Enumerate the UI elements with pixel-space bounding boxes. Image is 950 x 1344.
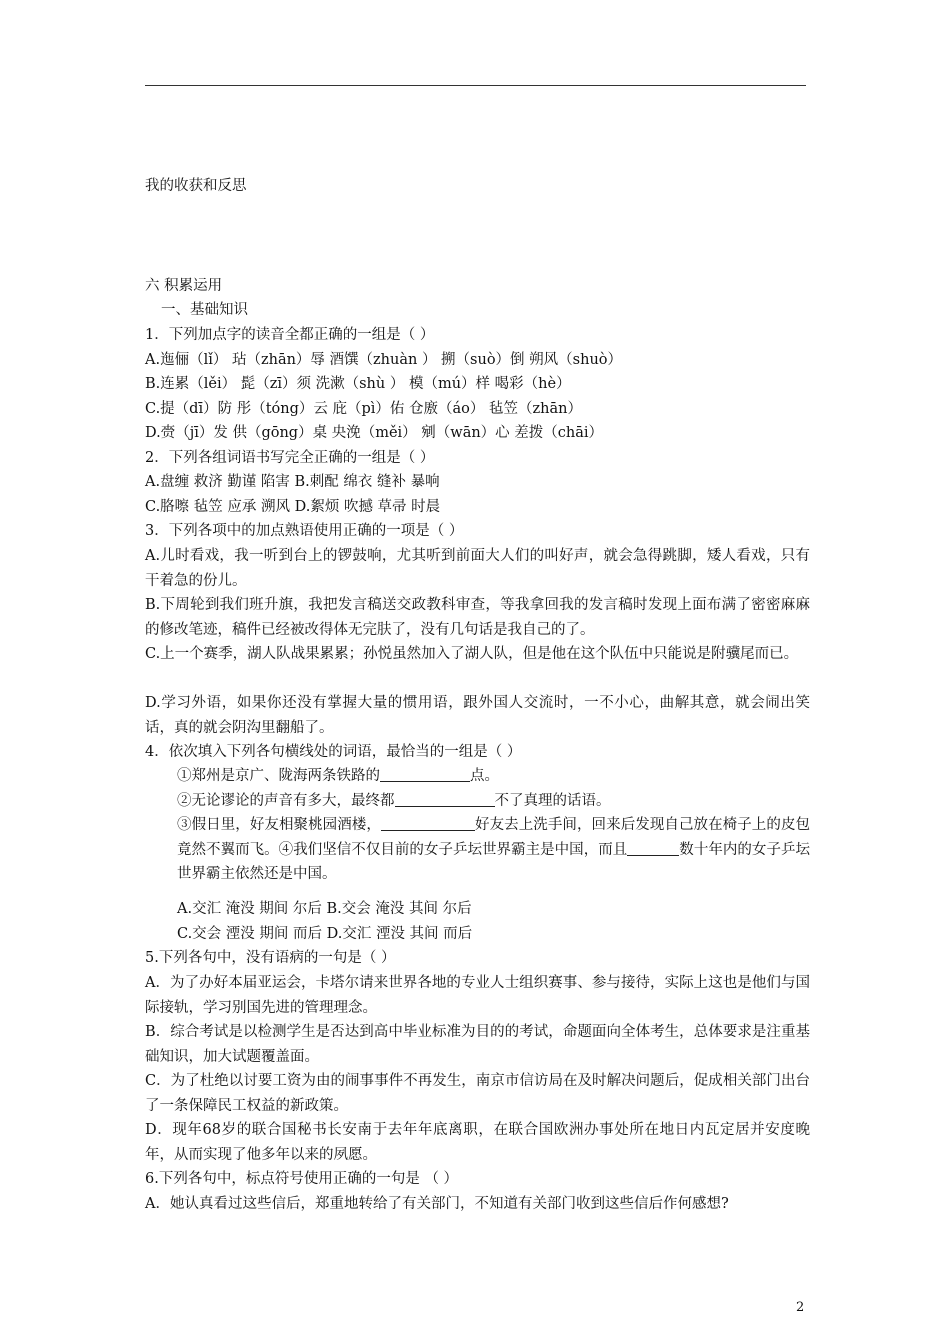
q4-s2-tail: 不了真理的话语。 <box>494 793 611 809</box>
q4-s3-mid: 好友去上洗手间，回来后发现自己放在椅子上的皮包竟然不翼而飞。④我们坚信不仅目前的女子乒坛世界霸主是中国，而且 <box>177 817 811 858</box>
q5-option-c: C．为了杜绝以讨要工资为由的闹事事件不再发生，南京市信访局在及时解决问题后，促成相关部门出台了一条保障民工权益的新政策。 <box>145 1073 810 1114</box>
q5-option-a: A．为了办好本届亚运会，卡塔尔请来世界各地的专业人士组织赛事、参与接待，实际上这也是他们与国际接轨，学习别国先进的管理理念。 <box>145 975 810 1016</box>
q4-sentence-3 <box>145 813 810 887</box>
q6-option-a: A．她认真看过这些信后，郑重地转给了有关部门，不知道有关部门收到这些信后作何感想? <box>145 1196 729 1212</box>
q1-stem: 1．下列加点字的读音全都正确的一组是（ ） <box>145 327 435 343</box>
q3-option-d: D.学习外语，如果你还没有掌握大量的惯用语，跟外国人交流时，一不小心，曲解其意，就会闹出笑话，真的就会阴沟里翻船了。 <box>145 695 810 736</box>
q4-stem: 4．依次填入下列各句横线处的词语，最恰当的一组是（ ） <box>145 744 522 760</box>
q4-blank-1 <box>380 767 470 782</box>
q3-option-b: B.下周轮到我们班升旗，我把发言稿送交政教科审查，等我拿回我的发言稿时发现上面布满了密密麻麻的修改笔迹，稿件已经被改得体无完肤了，没有几句话是我自己的了。 <box>145 597 810 638</box>
q4-blank-4 <box>627 841 679 856</box>
q4-sentence-2 <box>145 789 842 814</box>
q3-stem: 3．下列各项中的加点熟语使用正确的一项是（ ） <box>145 523 464 539</box>
q1-option-c: C.提（dī）防 彤（tóng）云 庇（pì）佑 仓廒（áo） 毡笠（zhān） <box>145 401 582 417</box>
q4-options-cd: C.交会 湮没 期间 而后 D.交汇 湮没 其间 而后 <box>177 926 473 942</box>
q4-s1-tail: 点。 <box>470 768 499 784</box>
reflection-heading: 我的收获和反思 <box>145 178 247 194</box>
q5-stem: 5.下列各句中，没有语病的一句是（ ） <box>145 950 396 966</box>
q1-option-b: B.连累（lěi） 髭（zī）须 洗漱（shù ） 模（mú）样 喝彩（hè） <box>145 376 571 392</box>
q2-options-cd: C.胳嚓 毡笠 应承 溯风 D.絮烦 吹撼 草帚 时晨 <box>145 499 441 515</box>
q5-option-b: B．综合考试是以检测学生是否达到高中毕业标准为目的的考试，命题面向全体考生，总体要求是注重基础知识，加大试题覆盖面。 <box>145 1024 810 1065</box>
section-title: 六 积累运用 <box>145 278 223 294</box>
subsection-title: 一、基础知识 <box>161 302 248 318</box>
q6-stem: 6.下列各句中，标点符号使用正确的一句是 （ ） <box>145 1171 459 1187</box>
q5-option-d: D．现年68岁的联合国秘书长安南于去年年底离职，在联合国欧洲办事处所在地日内瓦定居并安度晚年，从而实现了他多年以来的夙愿。 <box>145 1122 810 1163</box>
q4-s2-text: ②无论谬论的声音有多大，最终都 <box>177 793 395 809</box>
q4-s1-text: ①郑州是京广、陇海两条铁路的 <box>177 768 380 784</box>
q4-s3-text: ③假日里，好友相聚桃园酒楼， <box>177 817 381 833</box>
q1-option-d: D.赍（jī）发 供（gōng）桌 央浼（měi） 剜（wān）心 差拨（chāi） <box>145 425 604 441</box>
page-number: 2 <box>796 1300 805 1315</box>
q4-sentence-1 <box>145 764 842 789</box>
q3-option-c: C.上一个赛季，湖人队战果累累；孙悦虽然加入了湖人队，但是他在这个队伍中只能说是附骥尾而已。 <box>145 646 799 662</box>
q2-stem: 2．下列各组词语书写完全正确的一组是（ ） <box>145 450 435 466</box>
q1-option-a: A.迤俪（lǐ） 玷（zhān）辱 酒馔（zhuàn ） 搠（suò）倒 朔风（shuò） <box>145 352 623 368</box>
q3-option-a: A.儿时看戏，我一听到台上的锣鼓响，尤其听到前面大人们的叫好声，就会急得跳脚，矮人看戏，只有干着急的份儿。 <box>145 548 810 589</box>
q4-options-ab: A.交汇 淹没 期间 尔后 B.交会 淹没 其间 尔后 <box>177 901 472 917</box>
header-rule <box>145 85 806 86</box>
q4-blank-2 <box>395 792 495 807</box>
q4-blank-3 <box>381 816 475 831</box>
q2-options-ab: A.盘缠 救济 勤谨 陷害 B.刺配 绵衣 缝补 暴响 <box>145 474 440 490</box>
q4-s3-tail: 数十年内的女子乒坛世界霸主依然还是中国。 <box>177 841 811 882</box>
